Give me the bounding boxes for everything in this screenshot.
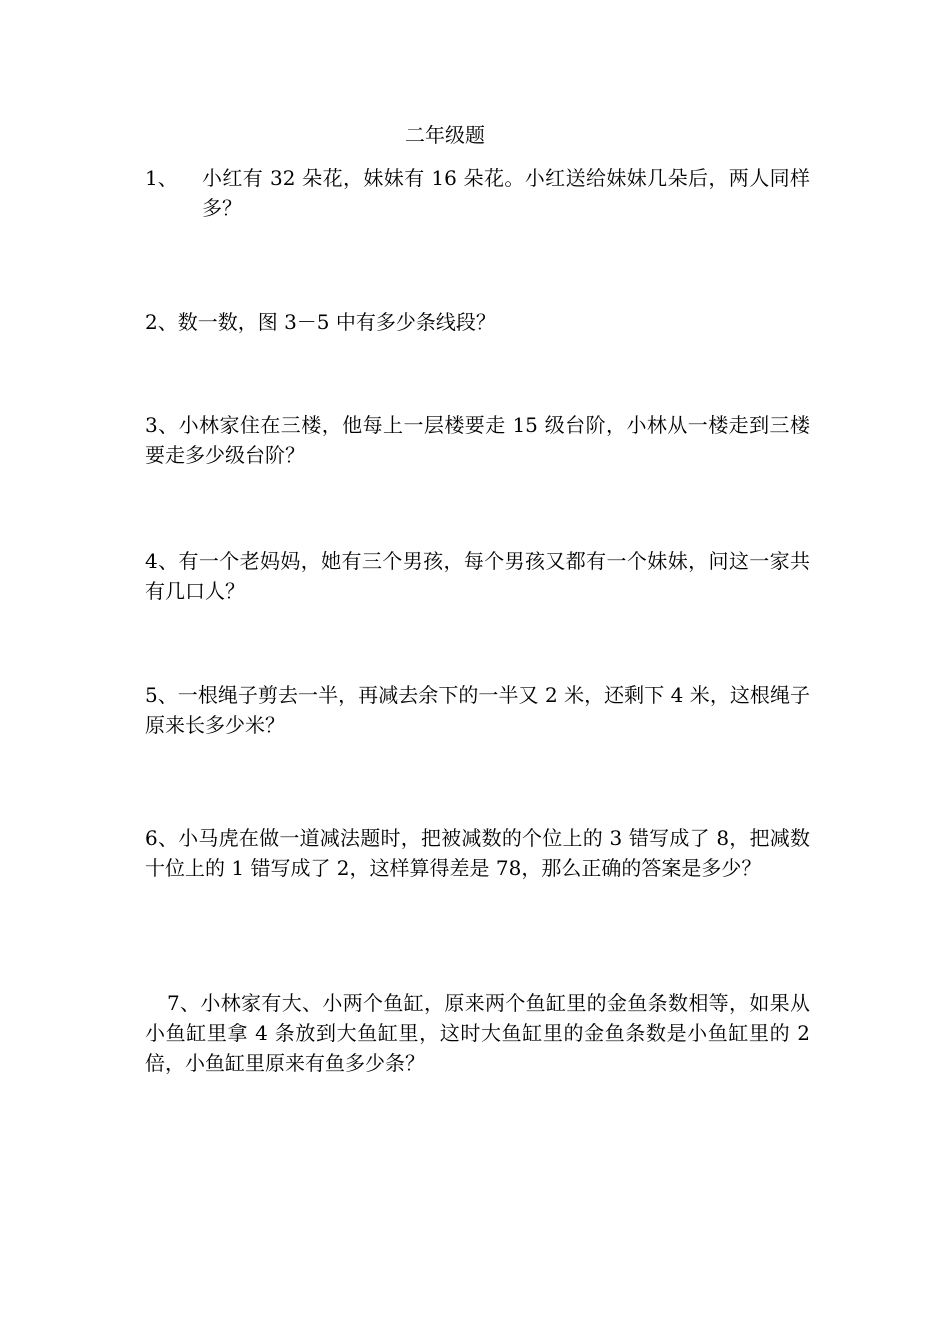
- question-4: 4、有一个老妈妈，她有三个男孩，每个男孩又都有一个妹妹，问这一家共有几口人？: [145, 549, 810, 603]
- question-2: 2、数一数，图 3－5 中有多少条线段？: [145, 310, 496, 334]
- question-1-number: 1、: [145, 166, 178, 190]
- question-7: 7、小林家有大、小两个鱼缸，原来两个鱼缸里的金鱼条数相等，如果从小鱼缸里拿 4 条放到大鱼缸里，这时大鱼缸里的金鱼条数是小鱼缸里的 2 倍，小鱼缸里原来有鱼多少条？: [145, 991, 810, 1075]
- question-5: 5、一根绳子剪去一半，再减去余下的一半又 2 米，还剩下 4 米，这根绳子原来长多少米？: [145, 683, 810, 737]
- question-1-text: 小红有 32 朵花，妹妹有 16 朵花。小红送给妹妹几朵后，两人同样多？: [202, 166, 810, 220]
- question-6: 6、小马虎在做一道减法题时，把被减数的个位上的 3 错写成了 8，把减数十位上的 1 错写成了 2，这样算得差是 78，那么正确的答案是多少？: [145, 826, 810, 880]
- page-title: 二年级题: [405, 123, 485, 147]
- question-3: 3、小林家住在三楼，他每上一层楼要走 15 级台阶，小林从一楼走到三楼要走多少级台阶？: [145, 413, 810, 467]
